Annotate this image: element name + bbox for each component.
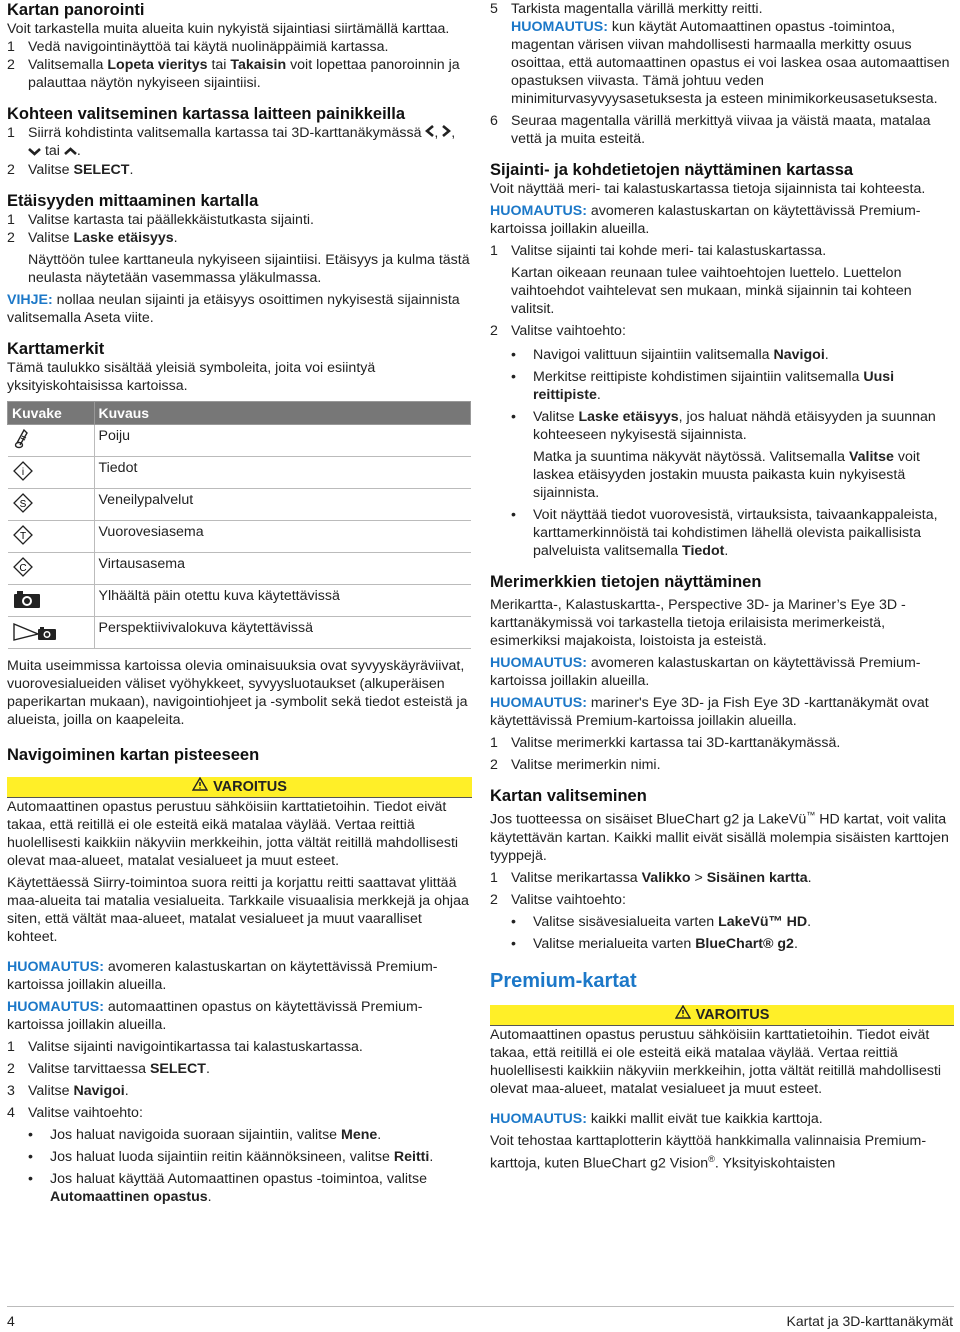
arrow-down-icon <box>28 143 41 161</box>
location-option-2: • Merkitse reittipiste kohdistimen sijaintiin valitsemalla Uusi reittipiste. <box>511 369 895 403</box>
table-row: Perspektiivivalokuva käytettävissä <box>8 616 471 648</box>
info-icon <box>12 460 90 482</box>
warning-text-right: Automaattinen opastus perustuu sähköisiin karttatietoihin. Tiedot eivät takaa, että reitillä ei ole esteitä eikä matalaa väylää. Vertaa reittiä huolellisesti kaikkiin näkyviin merkkeihin, jotta vältät reitillä mahdollisesti olevat maa-alueet, matalat vesialueet ja muut esteet. <box>490 1026 942 1097</box>
warning-triangle-icon <box>192 777 208 797</box>
svg-text:i: i <box>21 466 24 478</box>
location-option-3: • Valitse Laske etäisyys, jos haluat nähdä etäisyyden ja suunnan kohteeseen nykyisestä sijainnista. <box>511 409 936 443</box>
perspective-photo-icon <box>12 620 90 642</box>
table-row: T Vuorovesiasema <box>8 520 471 552</box>
nav-step-2: 2 Valitse tarvittaessa SELECT. <box>7 1060 210 1077</box>
distance-step-2: 2 Valitse Laske etäisyys. <box>7 229 178 246</box>
warning-text-left: Automaattinen opastus perustuu sähköisiin karttatietoihin. Tiedot eivät takaa, että reitillä ei ole esteitä eikä matalaa väylää. Vertaa reittiä huolellisesti kaikkiin näkyviin merkkeihin, jotta vältät reitillä mahdollisesti olevat maa-alueet, matalat vesialueet ja muut esteet. <box>7 798 459 869</box>
footer-section-title: Kartat ja 3D-karttanäkymät <box>786 1313 953 1329</box>
nav-option-1: • Jos haluat navigoida suoraan sijaintiin, valitse Mene. <box>28 1126 382 1143</box>
distance-step-1: 1 Valitse kartasta tai päällekkäistutkasta sijainti. <box>7 211 314 228</box>
warning-banner-left: VAROITUS <box>7 777 472 797</box>
premium-paragraph: Voit tehostaa karttaplotterin käyttöä hankkimalla valinnaisia Premium-karttoja, kuten BlueChart g2 Vision®. Yksityiskohtaisten <box>490 1132 927 1172</box>
nav-step-6: 6 Seuraa magentalla värillä merkittyä viivaa ja väistä maata, matalaa vettä ja muita esteitä. <box>490 113 931 147</box>
table-header-description: Kuvaus <box>94 401 471 424</box>
table-header-icon: Kuvake <box>8 401 95 424</box>
warning-triangle-icon <box>675 1005 691 1025</box>
choose-map-option-1: • Valitse sisävesialueita varten LakeVü™ HD. <box>511 913 812 930</box>
current-station-icon <box>12 556 90 578</box>
symbols-intro: Tämä taulukko sisältää yleisiä symboleita, joita voi esiintyä yksityiskohtaisissa kartoissa. <box>7 359 376 394</box>
note-6: HUOMAUTUS: kaikki mallit eivät tue kaikkia karttoja. <box>490 1110 823 1127</box>
step-5-note: HUOMAUTUS: kun käytät Automaattinen opastus -toimintoa, magentan värisen viivan mahdollisesti harmaalla merkitty osuus osoittaa, että automaattinen opastus ei voi laskea osaa automaattisen opastuksen viivasta. Tämä johtuu veden minimiturvasyvyysasetuksesta ja esteen minimikorkeusasetuksesta. <box>511 19 950 107</box>
choose-map-option-2: • Valitse merialueita varten BlueChart® g2. <box>511 935 798 952</box>
nav-option-3: • Jos haluat käyttää Automaattinen opastus -toimintoa, valitse Automaattinen opastus. <box>28 1170 427 1205</box>
arrow-right-icon <box>442 124 451 142</box>
heading-select-with-buttons: Kohteen valitseminen kartassa laitteen painikkeilla <box>7 105 405 123</box>
note-3: HUOMAUTUS: avomeren kalastuskartan on käytettävissä Premium-kartoissa joillakin alueilla. <box>490 203 921 237</box>
hint: VIHJE: nollaa neulan sijainti ja etäisyys osoittimen nykyisestä sijainnista valitsemalla Aseta viite. <box>7 291 460 326</box>
marker-step-1: 1 Valitse merimerkki kartassa tai 3D-karttanäkymässä. <box>490 735 841 751</box>
location-option-1: • Navigoi valittuun sijaintiin valitsemalla Navigoi. <box>511 347 829 363</box>
table-row: Ylhäältä päin otettu kuva käytettävissä <box>8 584 471 616</box>
heading-marker-info: Merimerkkien tietojen näyttäminen <box>490 573 762 591</box>
page-number: 4 <box>7 1313 15 1329</box>
marker-info-intro: Merikartta-, Kalastuskartta-, Perspective 3D- ja Mariner’s Eye 3D -karttanäkymissä voi tarkastella tietoja erilaisista merimerkeistä, esimerkiksi majakoista, loistoista ja esteistä. <box>490 597 906 649</box>
nav-step-4: 4 Valitse vaihtoehto: <box>7 1104 143 1121</box>
table-row: S Veneilypalvelut <box>8 488 471 520</box>
distance-step-2-note: Näyttöön tulee karttaneula nykyiseen sijaintiisi. Etäisyys ja kulma tästä neulasta näytetään vasemmassa yläkulmassa. <box>28 251 470 286</box>
tide-station-icon <box>12 524 90 546</box>
select-step-2: 2 Valitse SELECT. <box>7 161 134 178</box>
svg-text:C: C <box>18 562 27 574</box>
heading-navigate-to-point: Navigoiminen kartan pisteeseen <box>7 745 260 764</box>
overhead-photo-icon <box>12 588 90 610</box>
location-option-4: • Voit näyttää tiedot vuorovesistä, virtauksista, taivaankappaleista, karttamerkinnöistä tai kohdistimen lähellä olevista paikallisista palveluista valitsemalla Tiedot. <box>511 507 938 559</box>
nav-step-5: 5 Tarkista magentalla värillä merkitty reitti. <box>490 1 763 17</box>
marker-step-2: 2 Valitse merimerkin nimi. <box>490 757 661 773</box>
heading-map-panning: Kartan panorointi <box>7 1 145 19</box>
heading-premium-maps: Premium-kartat <box>490 969 637 992</box>
warning-banner-right: VAROITUS <box>490 1005 954 1025</box>
heading-choose-map: Kartan valitseminen <box>490 787 647 805</box>
svg-text:S: S <box>19 498 26 510</box>
footer-rule <box>7 1306 954 1307</box>
table-row: i Tiedot <box>8 456 471 488</box>
heading-map-symbols: Karttamerkit <box>7 339 105 358</box>
choose-map-step-2: 2 Valitse vaihtoehto: <box>490 891 626 908</box>
nav-step-1: 1 Valitse sijainti navigointikartassa tai kalastuskartassa. <box>7 1038 363 1055</box>
svg-text:T: T <box>19 530 26 542</box>
pan-step-2: 2 Valitsemalla Lopeta vieritys tai Takaisin voit lopettaa panoroinnin ja palauttaa näytön nykyiseen sijaintiisi. <box>7 57 460 91</box>
note-4: HUOMAUTUS: avomeren kalastuskartan on käytettävissä Premium-kartoissa joillakin alueilla. <box>490 655 921 689</box>
table-row: C Virtausasema <box>8 552 471 584</box>
location-step-2: 2 Valitse vaihtoehto: <box>490 323 626 339</box>
choose-map-intro: Jos tuotteessa on sisäiset BlueChart g2 ja LakeVü™ HD kartat, voit valita käytettävän kartan. Kaikki mallit eivät sisällä molempia sisäisten karttojen tyyppejä. <box>490 810 949 864</box>
heading-location-info: Sijainti- ja kohdetietojen näyttäminen kartassa <box>490 161 854 179</box>
location-info-intro: Voit näyttää meri- tai kalastuskartassa tietoja sijainnista tai kohteesta. <box>490 181 926 197</box>
buoy-icon <box>12 428 90 450</box>
arrow-up-icon <box>64 143 77 161</box>
note-5: HUOMAUTUS: mariner's Eye 3D- ja Fish Eye 3D -karttanäkymät ovat käytettävissä Premium-kartoissa joillakin alueilla. <box>490 695 929 729</box>
nav-option-2: • Jos haluat luoda sijaintiin reitin käännöksineen, valitse Reitti. <box>28 1148 434 1165</box>
nav-step-3: 3 Valitse Navigoi. <box>7 1082 129 1099</box>
right-column <box>490 0 954 1172</box>
location-option-3-note: Matka ja suuntima näkyvät näytössä. Valitsemalla Valitse voit laskea etäisyyden jostakin muusta paikasta kuin nykyisestä sijainnista. <box>533 449 920 501</box>
panning-intro: Voit tarkastella muita alueita kuin nykyistä sijaintiasi siirtämällä karttaa. <box>7 21 450 37</box>
table-row: Poiju <box>8 424 471 456</box>
features-paragraph: Muita useimmissa kartoissa olevia ominaisuuksia ovat syvyyskäyräviivat, vuorovesialueiden väliset vyöhykkeet, syvyysluotaukset (alkuperäisen paperikartan mukaan), navigointiohjeet ja -symbolit sekä tiedot esteistä ja alueista, joilla on kaapeleita. <box>7 657 468 728</box>
location-step-1-note: Kartan oikeaan reunaan tulee vaihtoehtojen luettelo. Luettelon vaihtoehdot vaihtelevat sen mukaan, minkä sijainnin tai kohteen valitsit. <box>511 265 912 317</box>
choose-map-step-1: 1 Valitse merikartassa Valikko > Sisäinen kartta. <box>490 869 812 886</box>
symbols-table <box>7 401 471 649</box>
note-1: HUOMAUTUS: avomeren kalastuskartan on käytettävissä Premium-kartoissa joillakin alueilla. <box>7 958 438 993</box>
select-step-1: 1 Siirrä kohdistinta valitsemalla kartassa tai 3D-karttanäkymässä , , tai . <box>7 125 456 160</box>
pan-step-1: 1 Vedä navigointinäyttöä tai käytä nuolinäppäimiä kartassa. <box>7 39 389 55</box>
left-column <box>7 0 472 1206</box>
location-step-1: 1 Valitse sijainti tai kohde meri- tai kalastuskartassa. <box>490 243 827 259</box>
goto-paragraph: Käytettäessä Siirry-toimintoa suora reitti ja korjattu reitti saattavat ylittää maa-alueita tai matalia vesialueita. Tarkkaile visuaalisia merkkejä ja ohjaa siten, että vältät maa-alueet, matalat vesialueet ja muut vaaralliset kohteet. <box>7 874 469 945</box>
note-2: HUOMAUTUS: automaattinen opastus on käytettävissä Premium-kartoissa joillakin alueilla. <box>7 998 423 1033</box>
heading-measure-distance: Etäisyyden mittaaminen kartalla <box>7 191 259 210</box>
marine-services-icon <box>12 492 90 514</box>
